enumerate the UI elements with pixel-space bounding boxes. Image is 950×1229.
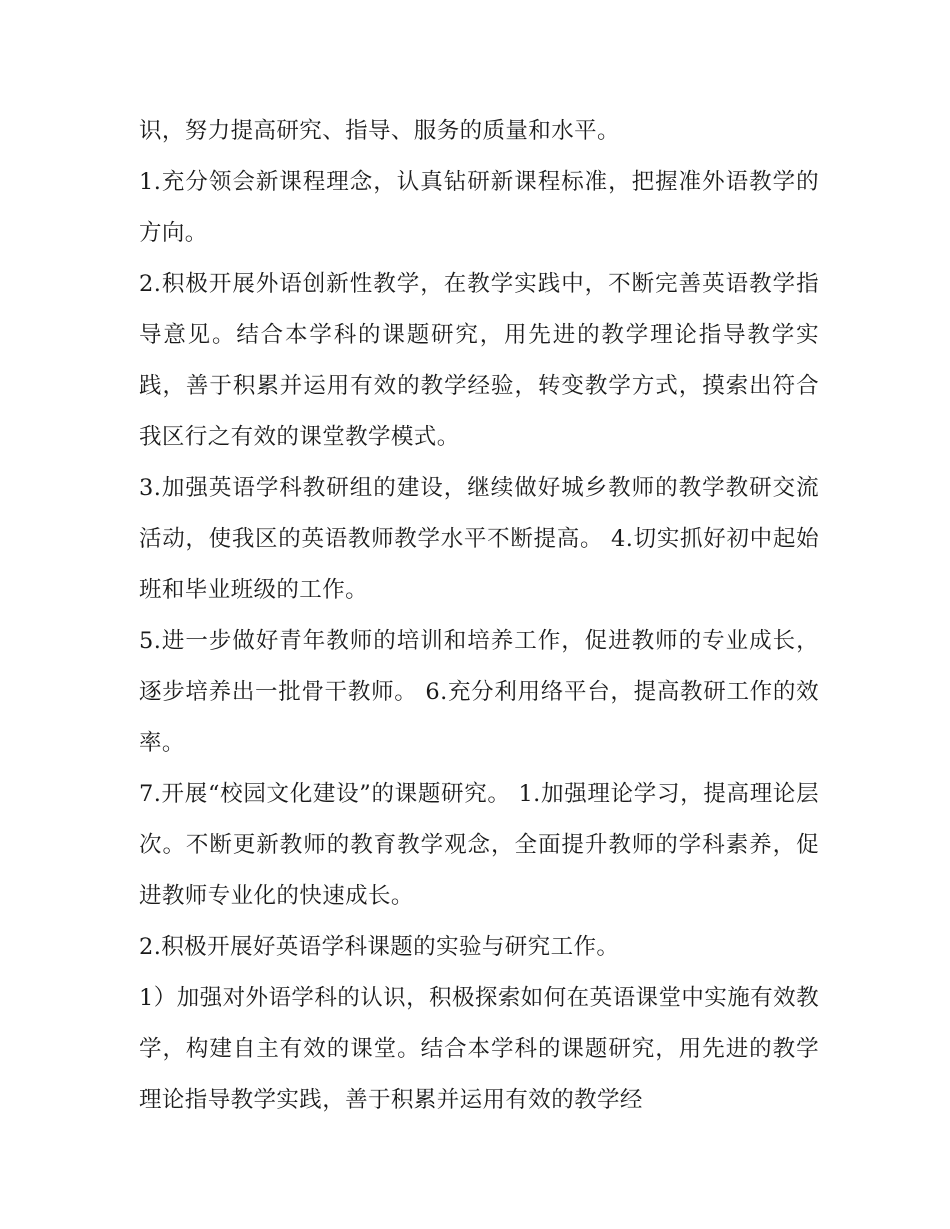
document-body [139,106,819,1126]
paragraph-1: 识，努力提高研究、指导、服务的质量和水平。 [139,118,620,144]
paragraph-5: 5.进一步做好青年教师的培训和培养工作，促进教师的专业成长，逐步培养出一批骨干教师。 6.充分利用络平台，提高教研工作的效率。 [139,628,819,756]
paragraph-7: 2.积极开展好英语学科课题的实验与研究工作。 [139,934,620,960]
paragraph-3: 2.积极开展外语创新性教学，在教学实践中，不断完善英语教学指导意见。结合本学科的课题研究，用先进的教学理论指导教学实践，善于积累并运用有效的教学经验，转变教学方式，摸索出符合我区行之有效的课堂教学模式。 [139,271,819,450]
paragraph-6: 7.开展“校园文化建设”的课题研究。 1.加强理论学习，提高理论层次。不断更新教师的教育教学观念，全面提升教师的学科素养，促进教师专业化的快速成长。 [139,781,819,909]
paragraph-4: 3.加强英语学科教研组的建设，继续做好城乡教师的教学教研交流活动，使我区的英语教师教学水平不断提高。 4.切实抓好初中起始班和毕业班级的工作。 [139,475,819,603]
paragraph-8: 1）加强对外语学科的认识，积极探索如何在英语课堂中实施有效教学，构建自主有效的课堂。结合本学科的课题研究，用先进的教学理论指导教学实践，善于积累并运用有效的教学经 [139,985,819,1113]
paragraph-2: 1.充分领会新课程理念，认真钻研新课程标准，把握准外语教学的方向。 [139,169,819,246]
